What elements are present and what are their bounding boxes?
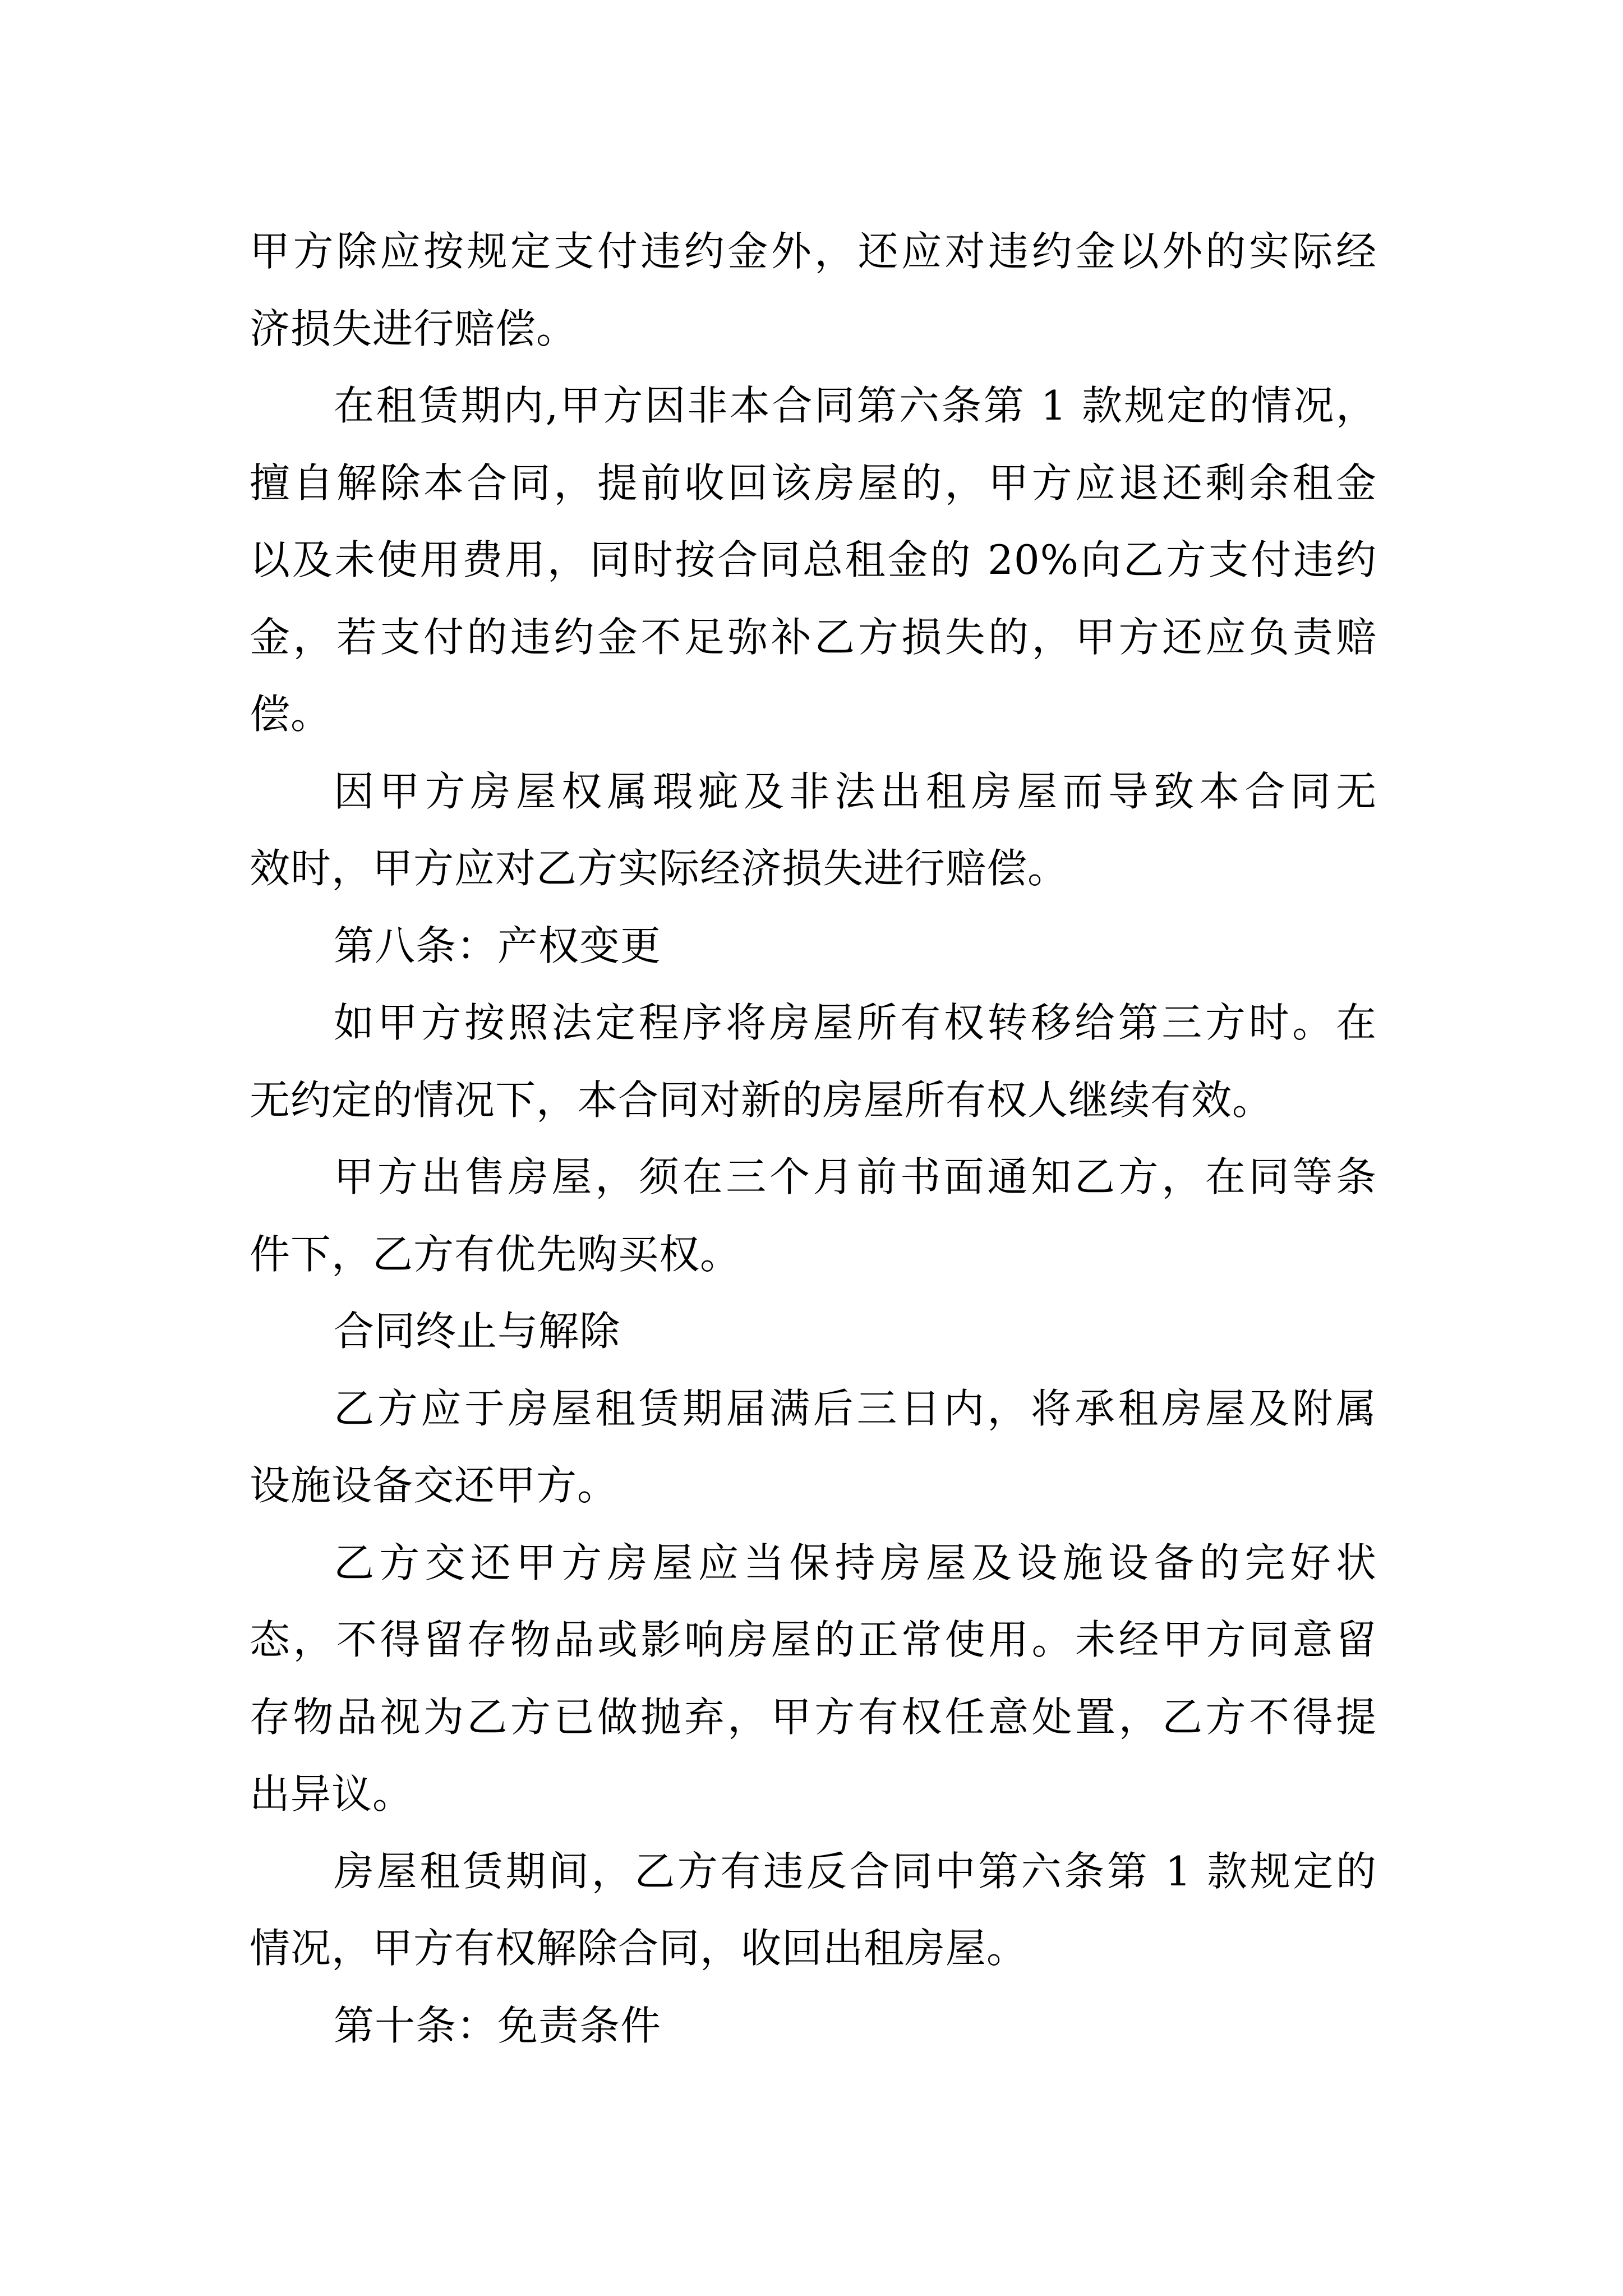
paragraph-line: 乙方交还甲方房屋应当保持房屋及设施设备的完好状: [334, 1539, 1377, 1586]
paragraph-line: 效时，甲方应对乙方实际经济损失进行赔偿。: [250, 845, 1069, 892]
paragraph-line: 在租赁期内,甲方因非本合同第六条第 1 款规定的情况，: [334, 382, 1377, 429]
paragraph-line: 存物品视为乙方已做抛弃，甲方有权任意处置，乙方不得提: [250, 1693, 1377, 1741]
paragraph-line: 以及未使用费用，同时按合同总租金的 20%向乙方支付违约: [250, 536, 1377, 583]
paragraph-line: 情况，甲方有权解除合同，收回出租房屋。: [250, 1925, 1028, 1972]
paragraph-line: 偿。: [250, 691, 332, 738]
paragraph-line: 乙方应于房屋租赁期届满后三日内，将承租房屋及附属: [334, 1384, 1377, 1432]
paragraph-line: 无约定的情况下，本合同对新的房屋所有权人继续有效。: [250, 1076, 1274, 1124]
paragraph-line: 因甲方房屋权属瑕疵及非法出租房屋而导致本合同无: [334, 767, 1377, 815]
paragraph-line: 出异议。: [250, 1770, 414, 1818]
paragraph-line: 如甲方按照法定程序将房屋所有权转移给第三方时。在: [334, 999, 1377, 1046]
section-heading: 第十条：免责条件: [334, 2001, 662, 2049]
paragraph-line: 态，不得留存物品或影响房屋的正常使用。未经甲方同意留: [250, 1616, 1377, 1663]
paragraph-line: 甲方除应按规定支付违约金外，还应对违约金以外的实际经: [250, 228, 1377, 275]
paragraph-line: 设施设备交还甲方。: [250, 1462, 619, 1509]
section-heading: 合同终止与解除: [334, 1308, 621, 1355]
paragraph-line: 擅自解除本合同，提前收回该房屋的，甲方应退还剩余租金: [250, 459, 1377, 507]
section-heading: 第八条：产权变更: [334, 922, 662, 969]
paragraph-line: 济损失进行赔偿。: [250, 305, 578, 352]
paragraph-line: 金，若支付的违约金不足弥补乙方损失的，甲方还应负责赔: [250, 613, 1377, 661]
paragraph-line: 房屋租赁期间，乙方有违反合同中第六条第 1 款规定的: [334, 1847, 1377, 1895]
paragraph-line: 件下，乙方有优先购买权。: [250, 1230, 741, 1278]
paragraph-line: 甲方出售房屋，须在三个月前书面通知乙方，在同等条: [334, 1153, 1377, 1200]
document-body: [250, 213, 1377, 2064]
